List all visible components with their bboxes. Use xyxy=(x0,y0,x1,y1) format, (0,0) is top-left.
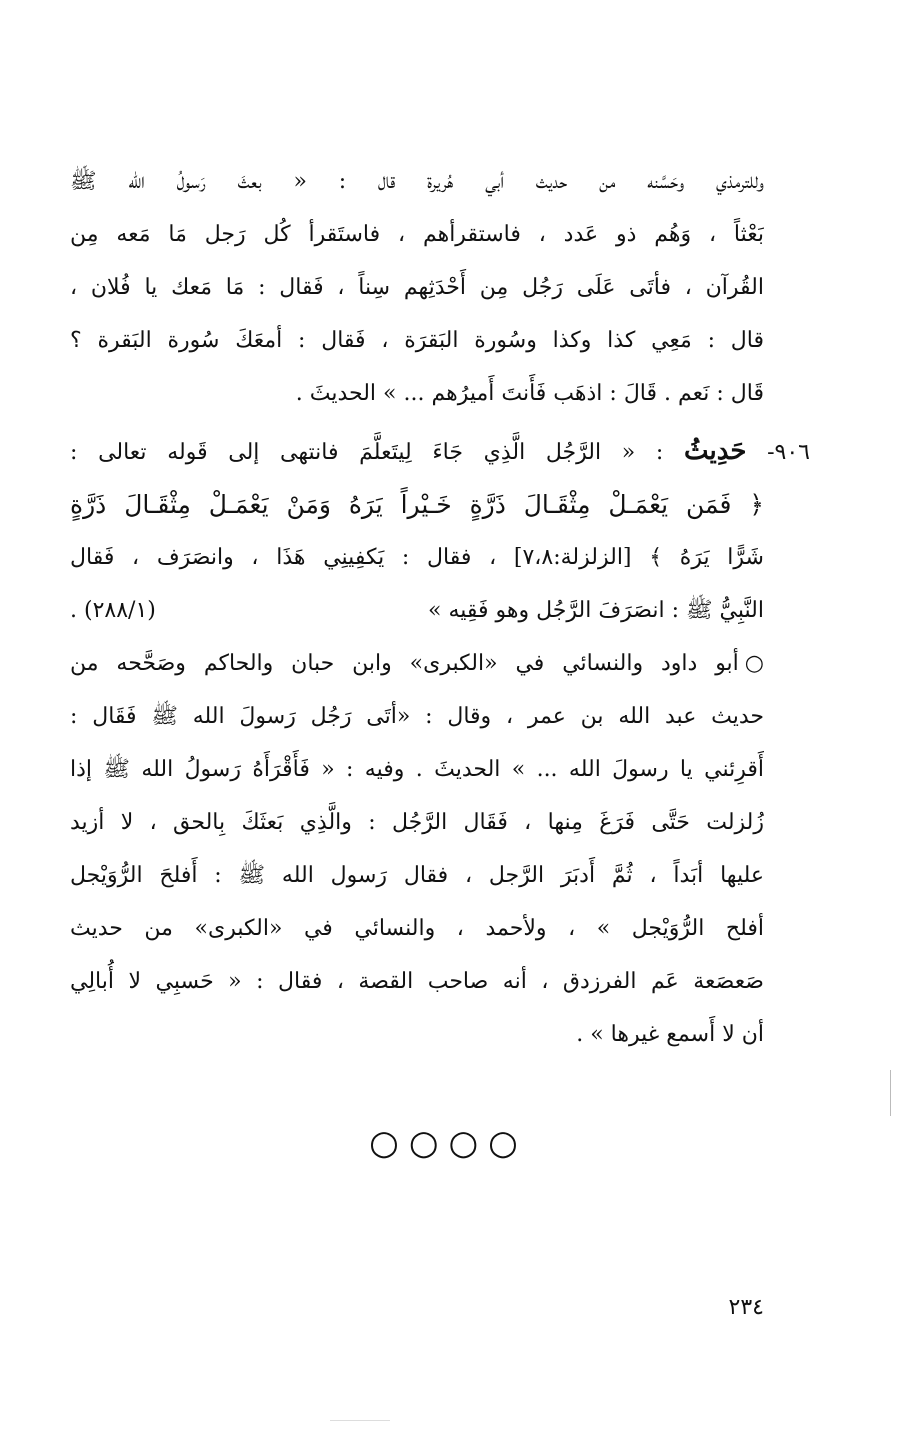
text-line: أفلح الرُّوَيْجل » ، ولأحمد ، والنسائي في «الكبرى» من حديث xyxy=(70,916,764,941)
margin-mark xyxy=(890,1070,891,1116)
text-line: شَرًّا يَرَهُ ﴾ [الزلزلة:٧،٨] ، فقال : يَكفِينِي هَذَا ، وانصَرَف ، فَقال xyxy=(70,545,764,570)
hadith-closing-line xyxy=(70,584,764,637)
hadith-number: ٩٠٦- xyxy=(767,440,810,465)
hadith-closing-text: النَّبِيُّ ﷺ : انصَرَفَ الرَّجُل وهو فَقِيه » xyxy=(428,598,764,623)
text-line: أن لا أَسمع غيرها » . xyxy=(576,1022,764,1047)
text-line: عليها أبَداً ، ثُمَّ أَدبَرَ الرَّجل ، فقال رَسول الله ﷺ : أَفلحَ الرُّوَيْجل xyxy=(70,863,764,888)
volume-page-reference: (٢٨٨/١) . xyxy=(70,598,156,623)
hadith-text: : « الرَّجُل الَّذِي جَاءَ لِيتَعلَّمَ فانتهى إلى قَوله تعالى : xyxy=(70,440,664,465)
hadith-heading-line xyxy=(70,425,810,478)
text-line: زُلزلت حَتَّى فَرَغَ مِنها ، فَقَال الرَّجُل : والَّذِي بَعثَكَ بِالحق ، لا أزيد xyxy=(70,810,764,835)
quran-verse-line: ﴿ فَمَن يَعْمَـلْ مِثْقَـالَ ذَرَّةٍ خَـيْراً يَرَهُ وَمَنْ يَعْمَـلْ مِثْقَـالَ ذَرَّةٍ xyxy=(70,490,764,519)
text-line xyxy=(70,637,764,690)
paragraph-tirmidhi xyxy=(70,155,764,420)
text-line: حديث عبد الله بن عمر ، وقال : «أتَى رَجُل رَسولَ الله ﷺ فَقَال : xyxy=(70,704,764,729)
circle-bullet-icon: ○ xyxy=(744,651,764,676)
text-line: بَعْثاً ، وَهُم ذو عَدد ، فاستقرأهم ، فاستَقرأ كُل رَجل مَا مَعه مِن xyxy=(70,222,764,247)
commentary-first-line: أبو داود والنسائي في «الكبرى» وابن حبان والحاكم وصَحَّحه من xyxy=(70,651,739,676)
text-line: وللترمذي وحَسَّنه من حديث أبي هُريرة قال : « بعثَ رَسولُ الله ﷺ xyxy=(70,169,764,194)
text-line: القُرآن ، فأتَى عَلَى رَجُل مِن أَحْدَثِهم سِناً ، فَقال : مَا مَعك يا فُلان ، xyxy=(70,275,764,300)
takhrij-commentary xyxy=(70,637,764,1061)
section-separator: ○○○○ xyxy=(369,1123,528,1163)
hadith-label: حَدِيثُ xyxy=(683,436,747,466)
page-number: ٢٣٤ xyxy=(728,1295,764,1320)
text-line: قَال : نَعم . قَالَ : اذهَب فَأَنتَ أَميرُهم ... » الحديثَ . xyxy=(295,381,764,406)
text-line: صَعصَعة عَم الفرزدق ، أنه صاحب القصة ، فقال : « حَسبِي لا أُبالِي xyxy=(70,969,764,994)
text-line: قال : مَعِي كذا وكذا وسُورة البَقرَة ، فَقال : أمعَكَ سُورة البَقرة ؟ xyxy=(70,328,764,353)
text-line: أَقرِئني يا رسولَ الله ... » الحديثَ . وفيه : « فَأَقْرَأَهُ رَسولُ الله ﷺ إذا xyxy=(70,757,764,782)
hadith-906 xyxy=(70,425,810,637)
scan-artifact xyxy=(330,1420,390,1421)
